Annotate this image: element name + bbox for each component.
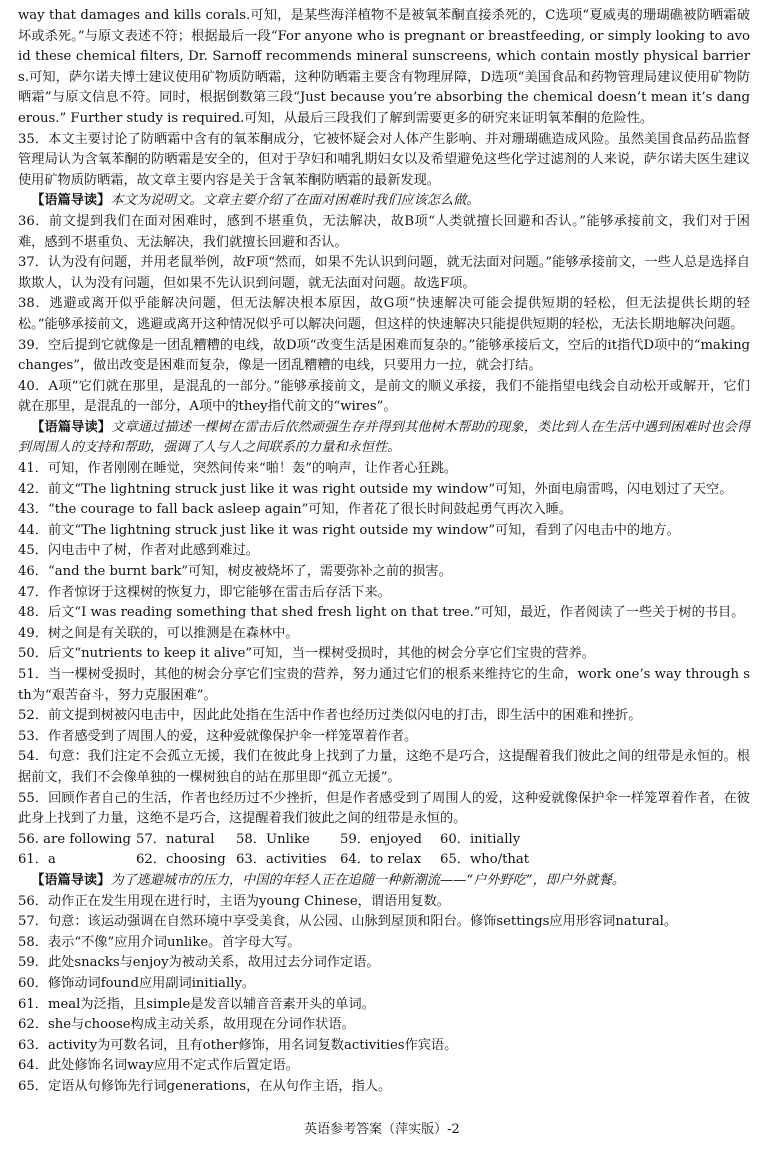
explanation-item: 37．认为没有问题，并用老鼠举例，故F项“然而，如果不先认识到问题，就无法面对问题。”能够承接前文，一些人总是选择自欺欺人，认为没有问题，但如果不先认识到问题，就无法面对问题。故选F项。 <box>18 255 750 291</box>
explanation-item: 51．当一棵树受损时，其他的树会分享它们宝贵的营养，努力通过它们的根系来维持它的生命，work one’s way through sth为“艰苦奋斗，努力克服困难”。 <box>18 667 750 703</box>
explanation-item: 63．activity为可数名词，且有other修饰，用名词复数activities作宾语。 <box>18 1037 458 1053</box>
answer-64: 64．to relax <box>340 852 422 868</box>
explanation-item: 46．“and the burnt bark”可知，树皮被烧坏了，需要弥补之前的损害。 <box>18 564 452 580</box>
explanation-item: 52．前文提到树被闪电击中，因此此处指在生活中作者也经历过类似闪电的打击，即生活中的困难和挫折。 <box>18 708 642 724</box>
answer-60: 60．initially <box>440 831 521 847</box>
explanation-item: 50．后文“nutrients to keep it alive”可知，当一棵树受损时，其他的树会分享它们宝贵的营养。 <box>18 646 595 662</box>
reading-guide-text: 为了逃避城市的压力，中国的年轻人正在追随一种新潮流——“户外野吃”，即户外就餐。 <box>110 872 625 888</box>
explanation-item: 65．定语从句修饰先行词generations，在从句作主语，指人。 <box>18 1078 392 1094</box>
explanation-item: 55．回顾作者自己的生活，作者也经历过不少挫折，但是作者感受到了周围人的爱，这种爱就像保护伞一样笼罩着作者，在彼此身上找到了力量，这绝不是巧合，这提醒着我们彼此之间的纽带是永恒的。 <box>18 790 750 827</box>
answer-row-61-65 <box>18 850 750 871</box>
explanation-item: 54．句意：我们注定不会孤立无援，我们在彼此身上找到了力量，这绝不是巧合，这提醒着我们彼此之间的纽带是永恒的。根据前文，我们不会像单独的一棵树独自的站在那里即“孤立无援”。 <box>18 749 750 785</box>
explanation-item: 58．表示“不像”应用介词unlike。首字母大写。 <box>18 934 301 950</box>
answer-63: 63．activities <box>236 852 327 868</box>
explanation-item: way that damages and kills corals.可知，是某些海洋植物不是被氧苯酮直接杀死的，C选项“夏威夷的珊瑚礁被防晒霜破坏或杀死。”与原文表述不符；根据最后一段“For anyone who is pregnant or breastfeeding, or simply looking to avoid these chemical filters, Dr. Sarnoff recommends mineral sunscreens, which contain mostly physical barriers.可知，萨尔诺夫博士建议使用矿物质防晒霜，这种防晒霜主要含有物理屏障，D选项“美国食品和药物管理局建议使用矿物防晒霜”与原文信息不符。同时，根据倒数第三段“Just because you’re absorbing the chemical doesn’t mean it’s dangerous.” Further study is required.可知，从最后三段我们了解到需要更多的研究来证明氧苯酮的危险性。 <box>18 8 750 126</box>
explanation-item: 57．句意：该运动强调在自然环境中享受美食，从公园、山脉到屋顶和阳台。修饰settings应用形容词natural。 <box>18 914 678 930</box>
explanation-item: 44．前文“The lightning struck just like it was right outside my window”可知，看到了闪电击中的地方。 <box>18 522 680 538</box>
explanation-item: 47．作者惊讶于这棵树的恢复力，即它能够在雷击后存活下来。 <box>18 584 391 600</box>
reading-guide <box>18 871 750 892</box>
explanation-item: 60．修饰动词found应用副词initially。 <box>18 975 256 991</box>
explanation-item: 35．本文主要讨论了防晒霜中含有的氧苯酮成分，它被怀疑会对人体产生影响、并对珊瑚礁造成风险。虽然美国食品药品监督管理局认为含氧苯酮的防晒霜是安全的，但对于孕妇和哺乳期妇女以及希望避免这些化学过滤剂的人来说，萨尔诺夫医生建议使用矿物质防晒霜，故文章主要内容是关于含氧苯酮防晒霜的最新发现。 <box>18 131 750 188</box>
answer-56: 56. are following <box>18 831 131 847</box>
explanation-item: 56．动作正在发生用现在进行时，主语为young Chinese，谓语用复数。 <box>18 893 450 909</box>
answer-65: 65．who/that <box>440 852 530 868</box>
explanation-item: 38．逃避或离开似乎能解决问题，但无法解决根本原因，故G项“快速解决可能会提供短期的轻松，但无法提供长期的轻松。”能够承接前文，逃避或离开这种情况似乎可以解决问题，但这样的快速解决只能提供短期的轻松，无法长期地解决问题。 <box>18 296 750 332</box>
explanation-item: 61．meal为泛指，且simple是发音以辅音音素开头的单词。 <box>18 996 375 1012</box>
answer-61: 61．a <box>18 852 56 868</box>
reading-guide-text: 本文为说明文。文章主要介绍了在面对困难时我们应该怎么做。 <box>110 193 480 209</box>
answer-62: 62．choosing <box>136 852 226 868</box>
explanation-item: 41．可知，作者刚刚在睡觉，突然间传来“啪！轰”的响声，让作者心狂跳。 <box>18 461 458 477</box>
explanation-item: 53．作者感受到了周围人的爱，这种爱就像保护伞一样笼罩着作者。 <box>18 728 418 744</box>
explanations-part-2 <box>18 871 750 1098</box>
explanation-item: 43．“the courage to fall back asleep again”可知，作者花了很长时间鼓起勇气再次入睡。 <box>18 502 573 518</box>
reading-guide <box>18 191 750 212</box>
reading-guide-tag: 【语篇导读】 <box>31 872 111 888</box>
explanation-item: 36．前文提到我们在面对困难时，感到不堪重负，无法解决，故B项“人类就擅长回避和否认。”能够承接前文，我们对于困难，感到不堪重负、无法解决，我们就擅长回避和否认。 <box>18 213 750 250</box>
reading-guide-tag: 【语篇导读】 <box>31 193 111 209</box>
explanation-item: 59．此处snacks与enjoy为被动关系，故用过去分词作定语。 <box>18 955 380 971</box>
explanation-item: 40．A项“它们就在那里，是混乱的一部分。”能够承接前文，是前文的顺义承接，我们不能指望电线会自动松开或解开，它们就在那里，是混乱的一部分，A项中的they指代前文的“wires”。 <box>18 378 750 415</box>
explanation-item: 45．闪电击中了树，作者对此感到难过。 <box>18 543 259 559</box>
explanation-item: 49．树之间是有关联的，可以推测是在森林中。 <box>18 625 299 641</box>
explanation-item: 42．前文“The lightning struck just like it was right outside my window”可知，外面电扇雷鸣，闪电划过了天空。 <box>18 481 733 497</box>
explanation-item: 39．空后提到它就像是一团乱糟糟的电线，故D项“改变生活是困难而复杂的。”能够承接后文，空后的it指代D项中的“making changes”，做出改变是困难而复杂，像是一团乱糟糟的电线，只要用力一拉，就会打结。 <box>18 337 750 374</box>
reading-guide <box>18 418 750 459</box>
reading-guide-text: 文章通过描述一棵树在雷击后依然顽强生存并得到其他树木帮助的现象，类比到人在生活中遇到困难时也会得到周围人的支持和帮助，强调了人与人之间联系的力量和永恒性。 <box>18 419 751 456</box>
answer-57: 57．natural <box>136 831 215 847</box>
explanation-item: 48．后文“I was reading something that shed fresh light on that tree.”可知，最近，作者阅读了一些关于树的书目。 <box>18 605 745 621</box>
page-footer: 英语参考答案（萍实版）-2 <box>304 1122 460 1137</box>
answer-58: 58．Unlike <box>236 831 310 847</box>
answer-row-56-60 <box>18 830 750 851</box>
explanations-part-1 <box>18 6 750 830</box>
reading-guide-tag: 【语篇导读】 <box>31 419 112 435</box>
explanation-item: 62．she与choose构成主动关系，故用现在分词作状语。 <box>18 1017 355 1033</box>
answer-59: 59．enjoyed <box>340 831 422 847</box>
explanation-item: 64．此处修饰名词way应用不定式作后置定语。 <box>18 1058 299 1074</box>
